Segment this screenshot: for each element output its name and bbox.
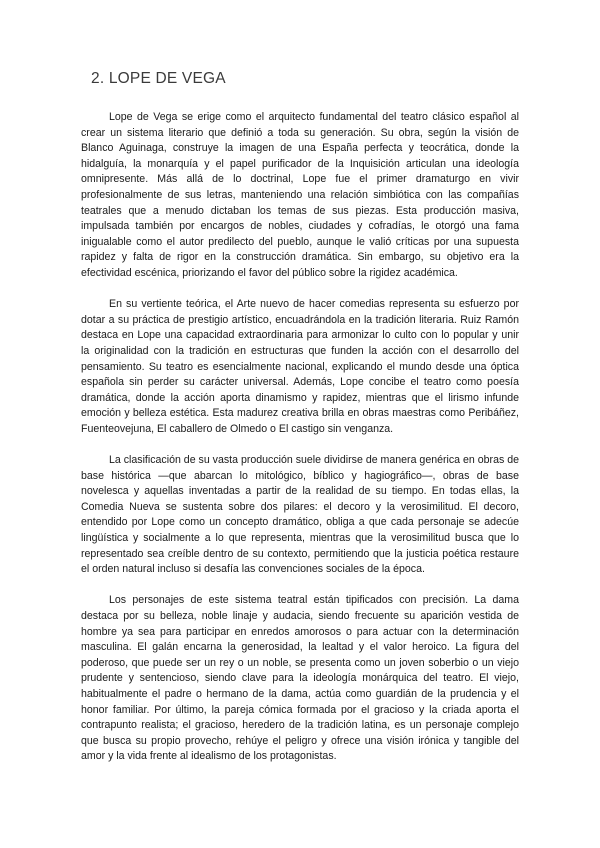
paragraph-2: En su vertiente teórica, el Arte nuevo de hacer comedias representa su esfuerzo por dotar a su práctica de prestigio artístico, encuadrándola en la tradición literaria. Ruiz Ramón destaca en Lope una capacidad extraordinaria para armonizar lo culto con lo popular y unir la originalidad con la tradición en estructuras que funden la acción con el desarrollo del pensamiento. Su teatro es esencialmente nacional, explicando el mundo desde una óptica española sin perder su carácter universal. Además, Lope concibe el teatro como poesía dramática, donde la acción aporta dinamismo y rapidez, mientras que el lirismo infunde emoción y belleza estética. Esta madurez creativa brilla en obras maestras como Peribáñez, Fuenteovejuna, El caballero de Olmedo o El castigo sin venganza. (81, 298, 519, 435)
paragraph-1: Lope de Vega se erige como el arquitecto fundamental del teatro clásico español al crear un sistema literario que definió a toda su generación. Su obra, según la visión de Blanco Aguinaga, construye la imagen de una España perfecta y teocrática, donde la hidalguía, la monarquía y el papel purificador de la Inquisición articulan una ideología omnipresente. Más allá de lo doctrinal, Lope fue el primer dramaturgo en vivir profesionalmente de sus letras, manteniendo una relación simbiótica con las compañías teatrales que a menudo dictaban los temas de sus piezas. Esta producción masiva, impulsada también por encargos de nobles, ciudades y cofradías, le otorgó una fama inigualable como el autor predilecto del pueblo, aunque le valió críticas por una supuesta rapidez y falta de rigor en la construcción dramática. Sin embargo, su objetivo era la efectividad escénica, priorizando el favor del público sobre la rigidez académica. (81, 111, 519, 279)
paragraph-3: La clasificación de su vasta producción suele dividirse de manera genérica en obras de base histórica —que abarcan lo mitológico, bíblico y hagiográfico—, obras de base novelesca y aquellas inventadas a partir de la realidad de su tiempo. En todas ellas, la Comedia Nueva se sustenta sobre dos pilares: el decoro y la verosimilitud. El decoro, entendido por Lope como un concepto dramático, obliga a que cada personaje se adecúe lingüística y socialmente a lo que representa, mientras que la verosimilitud busca que lo representado sea creíble dentro de su contexto, permitiendo que la justicia poética restaure el orden natural incluso si desafía las convenciones sociales de la época. (81, 454, 519, 576)
paragraph-4: Los personajes de este sistema teatral están tipificados con precisión. La dama destaca por su belleza, noble linaje y audacia, siendo frecuente su aparición vestida de hombre ya sea para participar en enredos amorosos o para actuar con la determinación masculina. El galán encarna la generosidad, la lealtad y el valor heroico. La figura del poderoso, que puede ser un rey o un noble, se presenta como un joven soberbio o un viejo prudente y sentencioso, siendo clave para la ideología monárquica del teatro. El viejo, habitualmente el padre o hermano de la dama, actúa como guardián de la prudencia y el honor familiar. Por último, la pareja cómica formada por el gracioso y la criada aporta el contrapunto realista; el gracioso, heredero de la tradición latina, es un personaje complejo que busca su propio provecho, rehúye el peligro y ofrece una visión irónica y tangible del amor y la vida frente al idealismo de los protagonistas. (81, 594, 519, 763)
section-title: 2. LOPE DE VEGA (91, 70, 226, 87)
